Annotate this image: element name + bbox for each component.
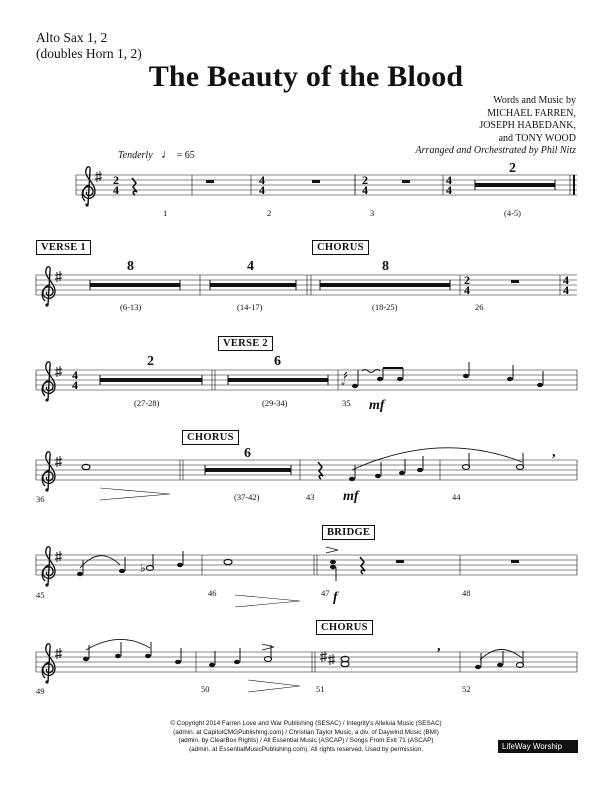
measure-number: (29-34) bbox=[262, 398, 288, 408]
part-line-1: Alto Sax 1, 2 bbox=[36, 30, 108, 45]
part-line-2: (doubles Horn 1, 2) bbox=[36, 46, 142, 61]
svg-text:4: 4 bbox=[563, 283, 569, 297]
measure-number: 50 bbox=[201, 684, 210, 694]
credit-line-1: Words and Music by bbox=[493, 95, 576, 106]
multirest-count: 8 bbox=[382, 259, 389, 274]
svg-text:4: 4 bbox=[464, 283, 470, 297]
svg-text:4: 4 bbox=[563, 273, 569, 287]
quarter-note-icon: ♩ bbox=[161, 146, 175, 161]
measure-number: 45 bbox=[36, 590, 45, 600]
svg-text:4: 4 bbox=[259, 173, 265, 187]
svg-text:4: 4 bbox=[446, 183, 452, 197]
svg-text:4: 4 bbox=[72, 378, 78, 392]
measure-number: (14-17) bbox=[237, 302, 263, 312]
measure-number: 2 bbox=[267, 208, 272, 218]
svg-text:4: 4 bbox=[72, 368, 78, 382]
measure-number: 36 bbox=[36, 494, 45, 504]
measure-number: 26 bbox=[475, 302, 484, 312]
measure-number: 44 bbox=[452, 492, 461, 502]
multirest-count: 8 bbox=[127, 259, 134, 274]
svg-text:4: 4 bbox=[362, 183, 368, 197]
dynamic-marking: mf bbox=[369, 398, 385, 413]
svg-text:𝅗𝅥: 𝅗𝅥 bbox=[341, 374, 345, 388]
credit-line-4: and TONY WOOD bbox=[498, 132, 576, 144]
dynamic-marking: mf bbox=[343, 489, 359, 504]
measure-number: 43 bbox=[306, 492, 315, 502]
copyright-line: (admin. by ClearBox Rights) / All Essential Music (ASCAP) / Songs From Exit 71 (ASCAP) bbox=[178, 737, 434, 745]
measure-number: 52 bbox=[462, 684, 471, 694]
measure-number: 47 bbox=[321, 588, 330, 598]
measure-number: (4-5) bbox=[504, 208, 521, 218]
section-verse-2: VERSE 2 bbox=[218, 336, 273, 351]
staff-system-4 bbox=[36, 460, 577, 480]
measure-number: 35 bbox=[342, 398, 351, 408]
section-bridge: BRIDGE bbox=[322, 525, 375, 540]
song-title: The Beauty of the Blood bbox=[148, 60, 464, 93]
arranger-credit: Arranged and Orchestrated by Phil Nitz bbox=[415, 145, 576, 156]
measure-number: (6-13) bbox=[120, 302, 142, 312]
svg-text:,: , bbox=[437, 639, 441, 654]
section-chorus-1: CHORUS bbox=[312, 240, 369, 255]
multirest-count: 6 bbox=[274, 354, 281, 369]
measure-number: (37-42) bbox=[234, 492, 260, 502]
svg-text:♭: ♭ bbox=[140, 561, 146, 575]
copyright-line: (admin. at EssentialMusicPublishing.com). All rights reserved. Used by permission. bbox=[188, 745, 424, 753]
svg-text:2: 2 bbox=[113, 173, 119, 187]
measure-number: 46 bbox=[208, 588, 217, 598]
staff-system-5 bbox=[36, 555, 577, 575]
publisher-logo: LifeWay Worship bbox=[498, 740, 578, 753]
section-chorus-2: CHORUS bbox=[182, 430, 239, 445]
multirest-count: 4 bbox=[247, 259, 254, 274]
copyright-line: © Copyright 2014 Farren Love and War Publishing (SESAC) / Integrity's Alleluia Music (SESAC) bbox=[170, 720, 442, 727]
svg-text:,: , bbox=[552, 445, 556, 460]
measure-number: 49 bbox=[36, 686, 45, 696]
multirest-count: 2 bbox=[147, 354, 154, 369]
svg-text:4: 4 bbox=[446, 173, 452, 187]
copyright-line: (admin. at CapitolCMGPublishing.com) / Christian Taylor Music, a div. of Daywind Music (BMI) bbox=[173, 728, 439, 736]
measure-number: 1 bbox=[163, 208, 168, 218]
copyright-notice bbox=[100, 720, 512, 754]
tempo-word: Tenderly bbox=[118, 150, 153, 161]
svg-text:4: 4 bbox=[259, 183, 265, 197]
svg-text:4: 4 bbox=[113, 183, 119, 197]
tempo-value: = 65 bbox=[176, 150, 195, 161]
measure-number: 51 bbox=[316, 684, 325, 694]
credit-line-3: JOSEPH HABEDANK, bbox=[479, 120, 576, 131]
multirest-count: 2 bbox=[509, 161, 516, 176]
measure-number: (27-28) bbox=[134, 398, 160, 408]
section-chorus-3: CHORUS bbox=[316, 620, 373, 635]
svg-text:2: 2 bbox=[464, 273, 470, 287]
measure-number: 3 bbox=[370, 208, 375, 218]
dynamic-marking: f bbox=[333, 590, 338, 605]
measure-number: (18-25) bbox=[372, 302, 398, 312]
measure-number: 48 bbox=[462, 588, 471, 598]
svg-text:2: 2 bbox=[362, 173, 368, 187]
credit-line-2: MICHAEL FARREN, bbox=[487, 107, 576, 119]
section-verse-1: VERSE 1 bbox=[36, 240, 91, 255]
multirest-count: 6 bbox=[244, 446, 251, 461]
